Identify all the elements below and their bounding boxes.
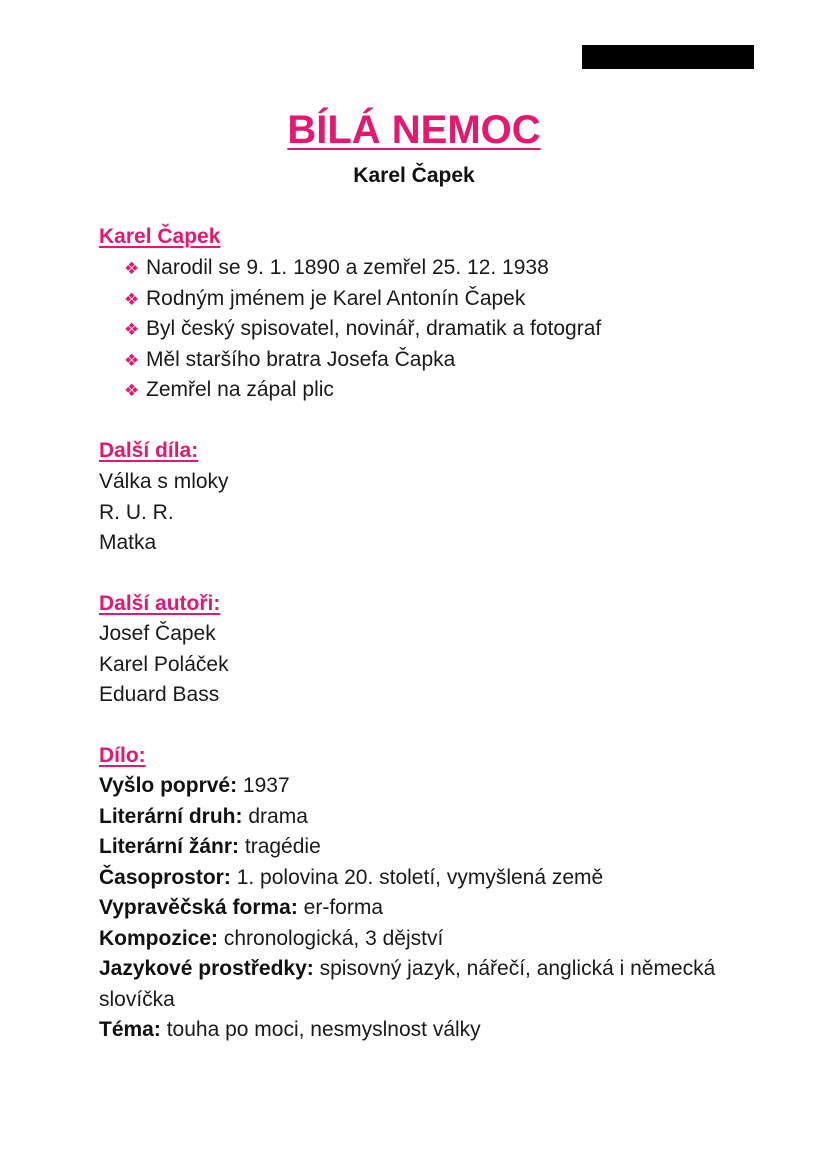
fact-value: touha po moci, nesmyslnost války: [160, 1018, 481, 1041]
diamond-bullet-icon: ❖: [124, 259, 140, 278]
fact-value: er-forma: [297, 896, 384, 919]
fact-value: drama: [242, 804, 308, 828]
work-heading: Dílo:: [99, 744, 146, 767]
fact-label: Časoprostor:: [99, 865, 231, 889]
fact-value: spisovný jazyk, nářečí, anglická i německá slovíčka: [99, 957, 716, 1011]
work-facts-list: [99, 771, 739, 1046]
fact-value: tragédie: [239, 835, 321, 858]
list-item: ❖ Měl staršího bratra Josefa Čapka: [124, 345, 601, 376]
fact-value: 1. polovina 20. století, vymyšlená země: [230, 865, 604, 889]
list-item: Válka s mloky: [99, 470, 229, 493]
fact-row: [99, 924, 739, 955]
list-item: ❖ Narodil se 9. 1. 1890 a zemřel 25. 12. 1938: [124, 253, 601, 284]
other-works-heading: Další díla:: [99, 439, 199, 462]
author-heading: Karel Čapek: [99, 225, 221, 248]
document-title: BÍLÁ NEMOC: [287, 108, 541, 152]
fact-label: Literární druh:: [99, 804, 243, 828]
diamond-bullet-icon: ❖: [124, 350, 140, 370]
fact-row: [99, 832, 739, 863]
list-item: ❖ Zemřel na zápal plic: [124, 375, 601, 406]
redaction-bar: [582, 45, 754, 69]
list-item: ❖ Byl český spisovatel, novinář, dramatik a fotograf: [124, 314, 601, 345]
fact-row: [99, 893, 739, 924]
fact-label: Téma:: [99, 1018, 161, 1041]
fact-label: Literární žánr:: [99, 835, 240, 858]
document-author: Karel Čapek: [353, 164, 475, 187]
fact-row: [99, 954, 739, 1015]
fact-value: 1937: [237, 774, 290, 797]
list-item: Josef Čapek: [99, 622, 216, 645]
fact-label: Jazykové prostředky:: [99, 957, 314, 980]
fact-label: Vyšlo poprvé:: [99, 774, 238, 797]
fact-row: [99, 771, 739, 802]
other-works-list: [99, 467, 229, 559]
fact-label: Vypravěčská forma:: [99, 896, 298, 919]
author-facts-list: [124, 253, 601, 406]
diamond-bullet-icon: ❖: [124, 381, 140, 400]
other-authors-heading: Další autoři:: [99, 592, 221, 615]
list-item: ❖ Rodným jménem je Karel Antonín Čapek: [124, 284, 601, 315]
diamond-bullet-icon: ❖: [124, 289, 140, 309]
list-item: Karel Poláček: [99, 652, 229, 676]
fact-row: [99, 1015, 739, 1046]
other-authors-list: [99, 619, 229, 711]
list-item: Matka: [99, 531, 157, 554]
fact-value: chronologická, 3 dějství: [218, 926, 444, 950]
fact-row: [99, 802, 739, 833]
list-item: Eduard Bass: [99, 683, 220, 706]
fact-row: [99, 863, 739, 894]
diamond-bullet-icon: ❖: [124, 320, 140, 339]
fact-label: Kompozice:: [99, 926, 219, 950]
list-item: R. U. R.: [99, 500, 174, 524]
